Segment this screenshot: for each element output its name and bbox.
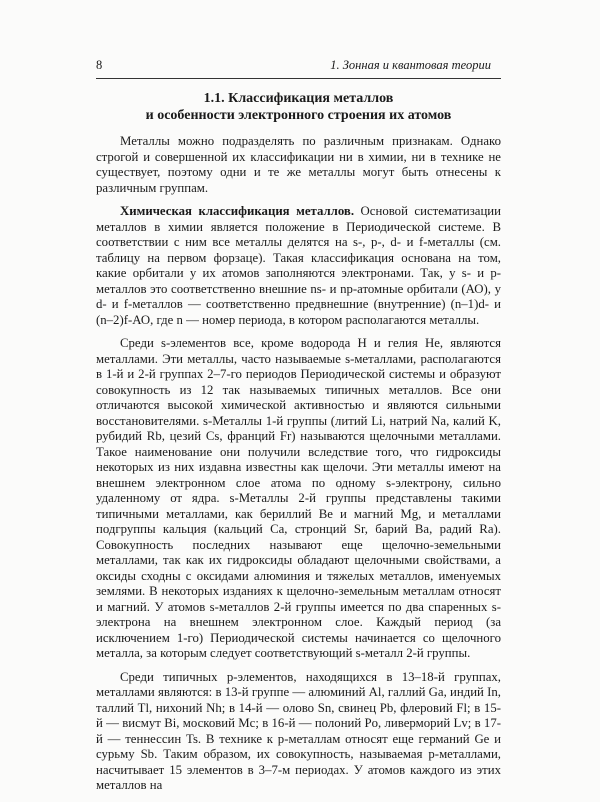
- running-title: 1. Зонная и квантовая теории: [330, 58, 491, 72]
- page-number: 8: [96, 58, 103, 72]
- paragraph-2: [96, 204, 501, 328]
- section-title: [96, 90, 501, 124]
- paragraph-2-text: Основой систематизации металлов в химии является положение в Периодической системе. В соответствии с ним все металлы делятся на s-, p-, d- и f-металлы (см. таблицу на первом форзаце). Такая классификация основана на том, какие орбитали у их атомов заполняются электронами. Так, у s- и p-металлов это соответственно внешние ns- и np-атомные орбитали (АО), у d- и f-металлов — соответственно предвнешние (внутренние) (n–1)d- и (n–2)f-АО, где n — номер периода, в котором располагаются металлы.: [96, 204, 501, 327]
- paragraph-4-text: Среди типичных p-элементов, находящихся в 13–18-й группах, металлами являются: в 13-й группе — алюминий Al, галлий Ga, индий In, таллий Tl, нихоний Nh; в 14-й — олово Sn, свинец Pb, флеровий Fl; в 15-й — висмут Bi, московий Mc; в 16-й — полоний Po, ливерморий Lv; в 17-й — теннессин Ts. В технике к p-металлам относят еще германий Ge и сурьму Sb. Таким образом, их совокупность, называемая p-металлами, насчитывает 15 элементов в 3–7-м периодах. У атомов каждого из этих металлов на: [96, 669, 501, 792]
- paragraph-1: [96, 134, 501, 196]
- section-title-line-2: и особенности электронного строения их атомов: [145, 108, 452, 123]
- paragraph-3: [96, 336, 501, 662]
- paragraph-2-lead: Химическая классификация металлов.: [120, 204, 355, 218]
- header-rule: [96, 78, 501, 79]
- paragraph-4: [96, 670, 501, 794]
- body-text: [96, 134, 501, 802]
- paragraph-1-text: Металлы можно подразделять по различным признакам. Однако строгой и совершенной их классификации ни в химии, ни в технике не существует, поэтому одни и те же металлы могут быть отнесены к различным группам.: [96, 134, 501, 195]
- paragraph-3-text: Среди s-элементов все, кроме водорода H и гелия He, являются металлами. Эти металлы, часто называемые s-металлами, располагаются в 1-й и 2-й группах 2–7-го периодов Периодической системы и образуют совокупность из 12 так называемых типичных металлов. Все они отличаются высокой химической активностью и являются сильными восстановителями. s-Металлы 1-й группы (литий Li, натрий Na, калий K, рубидий Rb, цезий Cs, франций Fr) называются щелочными металлами. Такое наименование они получили вследствие того, что гидроксиды некоторых из них издавна известны как щелочи. Эти металлы имеют на внешнем электронном слое атома по одному s-электрону, сильно удаленному от ядра. s-Металлы 2-й группы представлены такими типичными металлами, как бериллий Be и магний Mg, и металлами подгруппы кальция (кальций Ca, стронций Sr, барий Ba, радий Ra). Совокупность последних называют еще щелочно-земельными металлами, так как их гидроксиды обладают щелочными свойствами, а оксиды сходны с оксидами алюминия и тяжелых металлов, именуемых землями. В некоторых изданиях к щелочно-земельным металлам относят и магний. У атомов s-металлов 2-й группы имеется по два спаренных s-электрона на внешнем электронном слое. Каждый период (за исключением 1-го) Периодической системы начинается со щелочного металла, за которым следует соответствующий s-металл 2-й группы.: [96, 336, 501, 660]
- section-title-line-1: 1.1. Классификация металлов: [203, 91, 394, 106]
- page-header: [96, 58, 501, 78]
